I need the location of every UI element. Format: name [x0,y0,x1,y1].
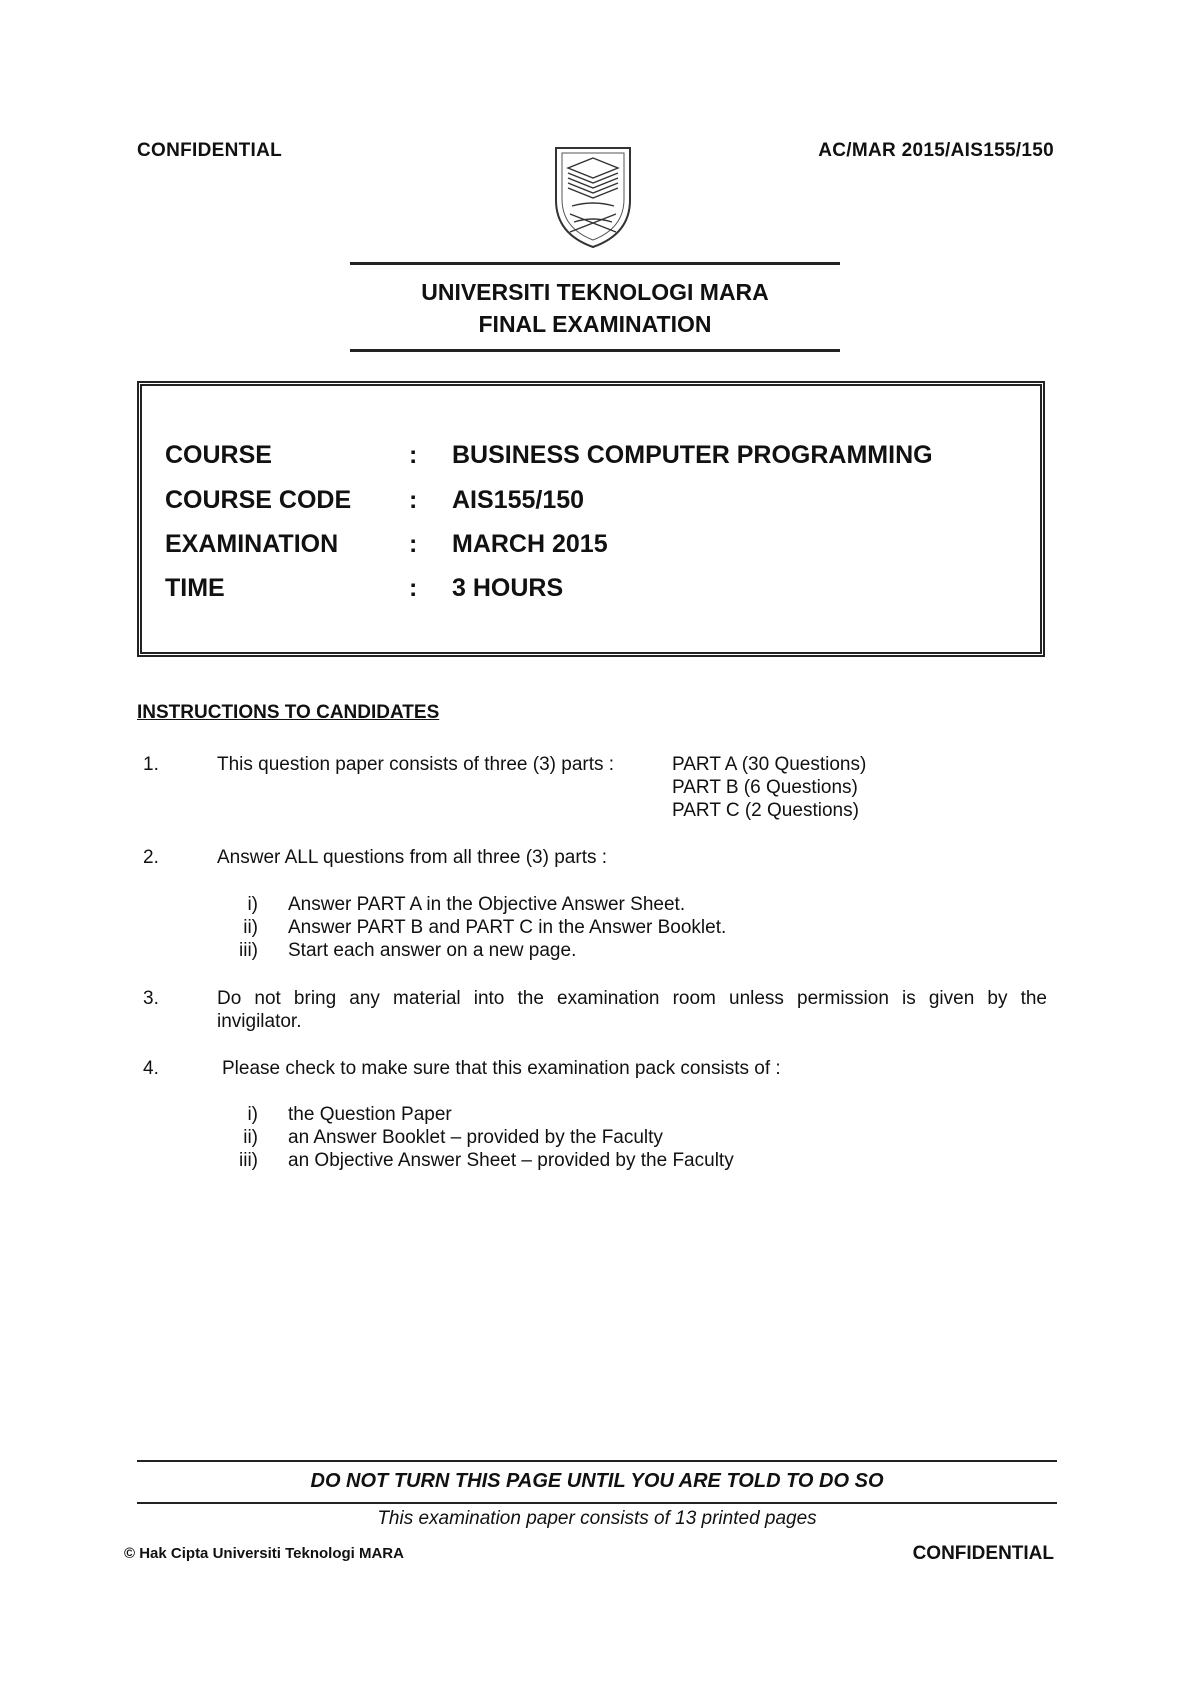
time-label: TIME [165,574,225,602]
instruction-2-text: Answer ALL questions from all three (3) parts : [217,847,608,868]
confidential-header: CONFIDENTIAL [137,140,283,161]
instruction-3-number: 3. [143,988,159,1009]
instructions-heading: INSTRUCTIONS TO CANDIDATES [137,702,440,723]
instruction-4-sub-3-text: an Objective Answer Sheet – provided by the Faculty [288,1150,734,1171]
instruction-1-text: This question paper consists of three (3) parts : [217,754,615,775]
instruction-2-sub-1-text: Answer PART A in the Objective Answer Sheet. [288,894,686,915]
instruction-4-sub-1-number: i) [247,1104,258,1125]
uitm-crest-icon [548,144,638,250]
instruction-2-sub-3-number: iii) [239,940,258,961]
time-colon: : [409,574,418,602]
exam-title: FINAL EXAMINATION [478,311,712,337]
instruction-4-sub-2-number: ii) [243,1127,258,1148]
instruction-2-sub-3-text: Start each answer on a new page. [288,940,577,961]
instruction-4-text: Please check to make sure that this examination pack consists of : [222,1058,781,1079]
course-code-label: COURSE CODE [165,486,352,514]
course-colon: : [409,441,418,469]
paper-code: AC/MAR 2015/AIS155/150 [818,140,1054,161]
title-bottom-rule [350,349,840,352]
time-value: 3 HOURS [452,574,564,602]
instruction-4-sub-2-text: an Answer Booklet – provided by the Faculty [288,1127,663,1148]
title-top-rule [350,262,840,265]
course-code-colon: : [409,486,418,514]
instruction-3-line-2: invigilator. [217,1011,302,1032]
examination-value: MARCH 2015 [452,530,608,558]
page-count-note: This examination paper consists of 13 printed pages [377,1508,817,1529]
instruction-2-sub-2-number: ii) [243,917,258,938]
examination-colon: : [409,530,418,558]
do-not-turn-warning: DO NOT TURN THIS PAGE UNTIL YOU ARE TOLD TO DO SO [310,1470,884,1492]
instruction-4-number: 4. [143,1058,159,1079]
instruction-1-number: 1. [143,754,159,775]
course-value: BUSINESS COMPUTER PROGRAMMING [452,441,933,469]
course-details-box [137,381,1045,657]
course-code-value: AIS155/150 [452,486,585,514]
examination-label: EXAMINATION [165,530,339,558]
part-a-line: PART A (30 Questions) [672,754,867,775]
part-c-line: PART C (2 Questions) [672,800,859,821]
instruction-3-line-1: Do not bring any material into the examination room unless permission is given by the [217,988,1047,1009]
instruction-4-sub-1-text: the Question Paper [288,1104,452,1125]
copyright-notice: © Hak Cipta Universiti Teknologi MARA [124,1545,404,1562]
university-name: UNIVERSITI TEKNOLOGI MARA [421,279,769,305]
footer-top-rule [137,1460,1057,1462]
instruction-4-sub-3-number: iii) [239,1150,258,1171]
instruction-2-sub-1-number: i) [247,894,258,915]
confidential-footer: CONFIDENTIAL [912,1543,1054,1564]
footer-middle-rule [137,1502,1057,1504]
instruction-2-number: 2. [143,847,159,868]
part-b-line: PART B (6 Questions) [672,777,858,798]
instruction-2-sub-2-text: Answer PART B and PART C in the Answer Booklet. [288,917,727,938]
course-label: COURSE [165,441,272,469]
